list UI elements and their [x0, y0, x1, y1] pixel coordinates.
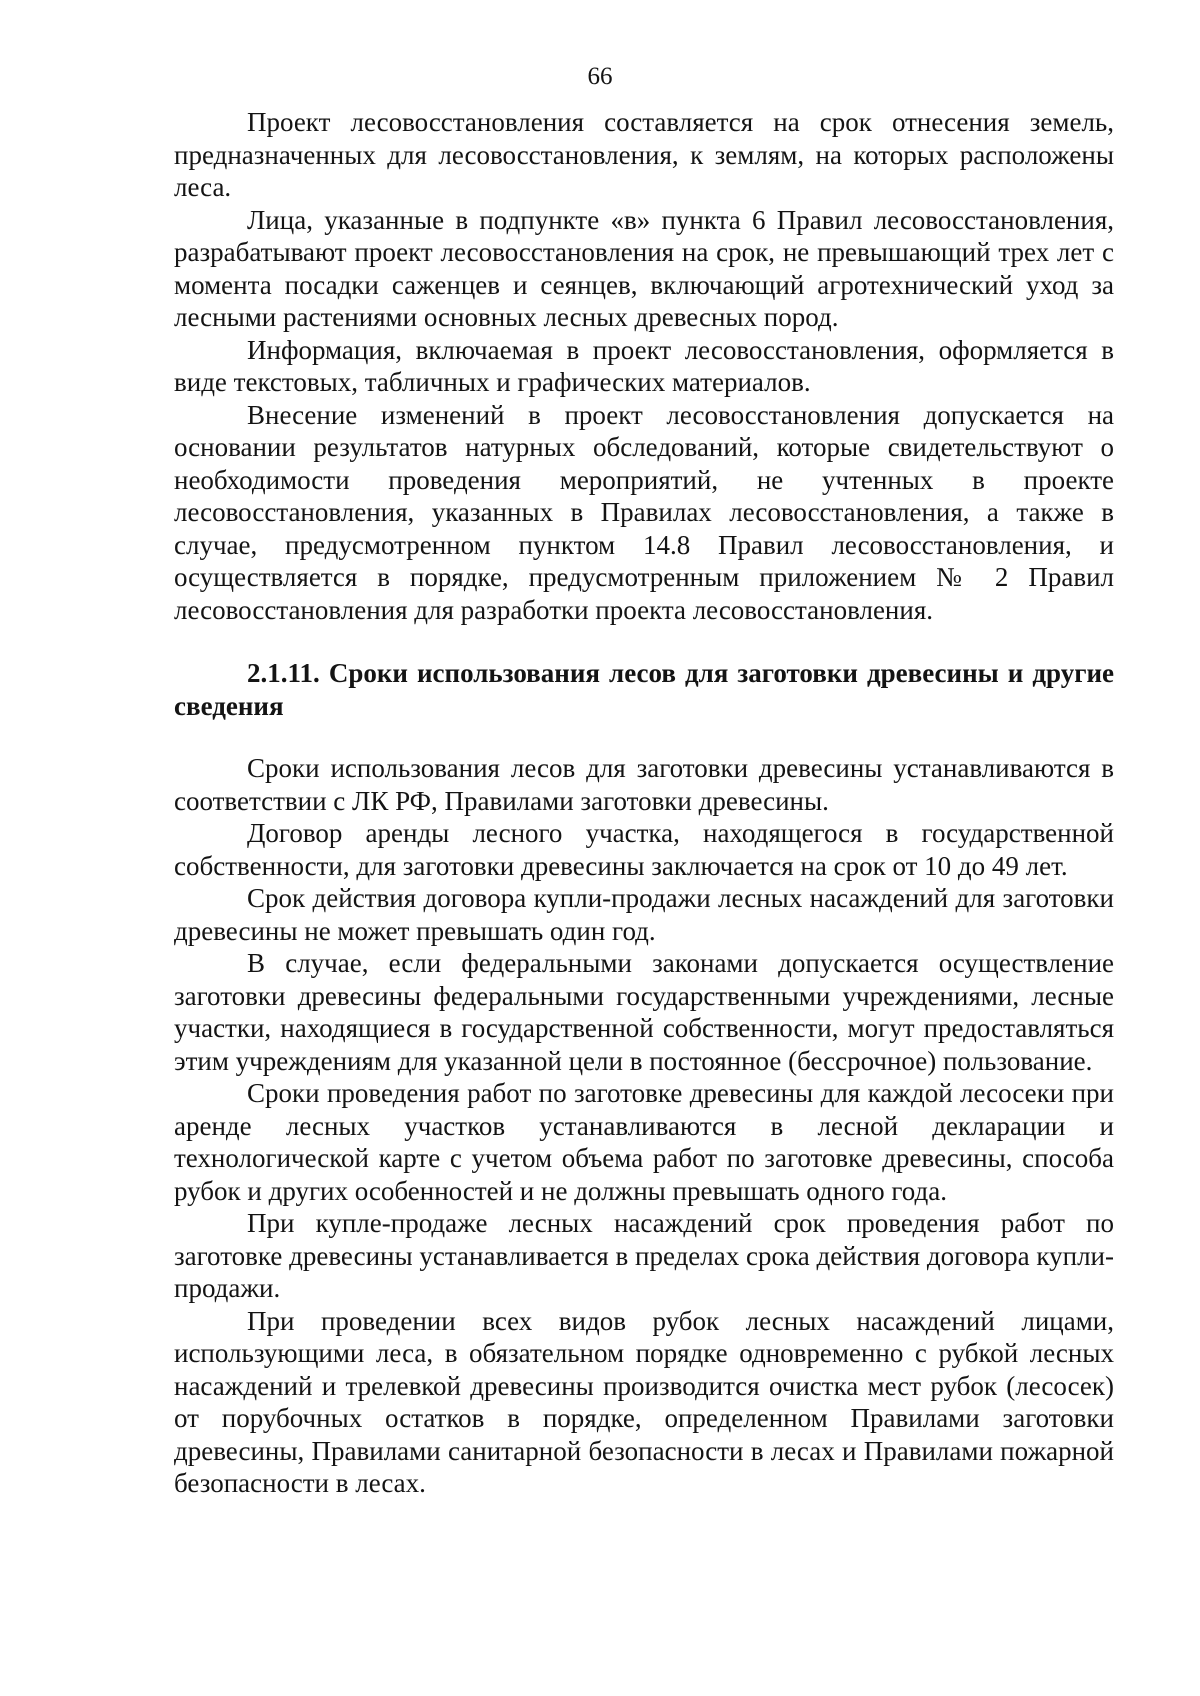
paragraph: Проект лесовосстановления составляется на срок отнесения земель, предназначенных для лесовосстановления, к землям, на которых расположены леса.	[174, 107, 1114, 202]
paragraph: При проведении всех видов рубок лесных насаждений лицами, использующими леса, в обязательном порядке одновременно с рубкой лесных насаждений и трелевкой древесины производится очистка мест рубок (лесосек) от порубочных остатков в порядке, определенном Правилами заготовки древесины, Правилами санитарной безопасности в лесах и Правилами пожарной безопасности в лесах.	[174, 1305, 1114, 1498]
paragraph: В случае, если федеральными законами допускается осуществление заготовки древесины федеральными государственными учреждениями, лесные участки, находящиеся в государственной собственности, могут предоставляться этим учреждениям для указанной цели в постоянное (бессрочное) пользование.	[174, 948, 1114, 1076]
paragraph: При купле-продаже лесных насаждений срок проведения работ по заготовке древесины устанавливается в пределах срока действия договора купли-продажи.	[174, 1208, 1114, 1303]
paragraph: Договор аренды лесного участка, находящегося в государственной собственности, для заготовки древесины заключается на срок от 10 до 49 лет.	[174, 818, 1114, 881]
paragraph: Сроки проведения работ по заготовке древесины для каждой лесосеки при аренде лесных участков устанавливаются в лесной декларации и технологической карте с учетом объема работ по заготовке древесины, способа рубок и других особенностей и не должны превышать одного года.	[174, 1078, 1114, 1206]
paragraph: Лица, указанные в подпункте «в» пункта 6 Правил лесовосстановления, разрабатывают проект лесовосстановления на срок, не превышающий трех лет с момента посадки саженцев и сеянцев, включающий агротехнический уход за лесными растениями основных лесных древесных пород.	[174, 204, 1114, 332]
paragraph: Срок действия договора купли-продажи лесных насаждений для заготовки древесины не может превышать один год.	[174, 883, 1114, 946]
section-heading: 2.1.11. Сроки использования лесов для заготовки древесины и другие сведения	[174, 658, 1114, 721]
page-number: 66	[587, 63, 613, 90]
paragraph: Внесение изменений в проект лесовосстановления допускается на основании результатов натурных обследований, которые свидетельствуют о необходимости проведения мероприятий, не учтенных в проекте лесовосстановления, указанных в Правилах лесовосстановления, а также в случае, предусмотренном пунктом 14.8 Правил лесовосстановления, и осуществляется в порядке, предусмотренным приложением № 2 Правил лесовосстановления для разработки проекта лесовосстановления.	[174, 399, 1114, 625]
paragraph: Информация, включаемая в проект лесовосстановления, оформляется в виде текстовых, табличных и графических материалов.	[174, 334, 1114, 397]
paragraph: Сроки использования лесов для заготовки древесины устанавливаются в соответствии с ЛК РФ, Правилами заготовки древесины.	[174, 753, 1114, 816]
page-content	[174, 106, 1114, 1500]
